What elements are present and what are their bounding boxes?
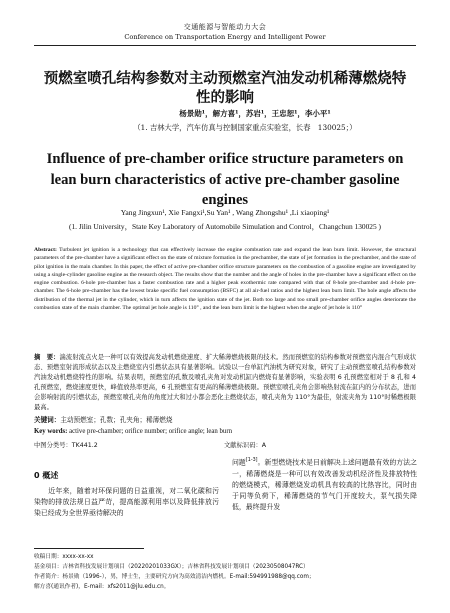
footnote-funding: 基金项目：吉林省科技发展计划项目（20220201033GX）；吉林省科技发展计划项目（20230508047RC） bbox=[34, 564, 309, 570]
keywords-cn-text: 主动预燃室；孔数；孔夹角；稀薄燃烧 bbox=[60, 416, 173, 424]
body-column-right bbox=[232, 455, 417, 513]
body-column-left bbox=[34, 486, 219, 520]
body-left-text: 近年来，随着对环保问题的日益重视，对二氧化碳和污染物的排放法规日益严苛，提高能源利用率以及降低排放污染已经成为全世界亟待解决的 bbox=[34, 487, 219, 518]
body-right-text: 。新型燃烧技术是目前解决上述问题最有效的方法之一，稀薄燃烧是一种可以有效改善发动机经济性及排放特性的燃烧模式，稀薄燃烧发动机具有较高的比热容比，同时由于同等负荷下，稀薄燃烧的节气门开度较大，泵气损失降低，最终提升发 bbox=[232, 458, 418, 512]
citation-ref: [1-3] bbox=[245, 458, 258, 463]
abstract-cn-text: 湍流射流点火是一种可以有效提高发动机燃烧速度、扩大稀薄燃烧极限的技术。然而预燃室的结构参数对预燃室内混合气形成状态、预燃室射流形成状态以及主燃烧室内引燃状态具有显著影响。试验以一台单缸汽油机为研究对象，研究了主动预燃室喷孔结构参数对汽油发动机燃烧特性的影响。结果表明，预燃室的孔数及喷孔夹角对发动机缸内燃烧有显著影响，实验表明 6 孔预燃室相对于 8 孔和 4 孔预燃室，燃烧速度更快，峰值放热率更高，6 孔预燃室有更高的稀薄燃烧极限。预燃室喷孔夹角会影响热射流在缸内的分布状态，进而会影响射流的引燃状态，预燃室喷孔夹角的角度过大和过小都会恶化主燃烧状态，喷孔夹角为 110°为最佳，射流夹角为 110°时稀燃极限最高。 bbox=[34, 354, 417, 411]
section-heading: 0 概述 bbox=[34, 471, 59, 480]
title-en: Influence of pre-chamber orifice structure parameters on lean burn characteristics of active pre-chamber gasoline engines bbox=[46, 151, 404, 208]
keywords-en bbox=[34, 428, 416, 435]
clc-number: 中图分类号：TK441.2 bbox=[34, 442, 98, 449]
footnote-contact: 解方喜(通讯作者)，E-mail：xfs2011@jlu.edu.cn。 bbox=[34, 584, 170, 590]
keywords-en-text: active pre-chamber; orifice number; orifice angle; lean burn bbox=[67, 428, 232, 435]
affiliation-en: (1. Jilin University，State Key Laboratory of Automobile Simulation and Control，Changchun 130025 ) bbox=[68, 222, 381, 231]
document-code: 文献标识码：A bbox=[224, 442, 267, 449]
keywords-en-label: Key words: bbox=[34, 428, 68, 435]
header-divider bbox=[34, 45, 416, 46]
footnote-received: 收稿日期：xxxx-xx-xx bbox=[34, 554, 94, 560]
abstract-en-label: Abstract: bbox=[34, 247, 57, 253]
affiliation-cn: （1. 吉林大学，汽车仿真与控制国家重点实验室，长春 130025；） bbox=[133, 123, 357, 132]
abstract-en-text: Turbulent jet ignition is a technology that can effectively increase the engine combustion rate and expand the lean burn limit. However, the structural parameters of the pre-chamber have a significant effect on the state of mixture formation in the prechamber, the state of jet formation in the prechamber, and the state of pilot ignition in the main chamber. In this paper, the effect of active pre-chamber orifice structure parameters on the combustion of a gasoline engine are investigated by using a single-cylinder gasoline engine as the research object. The results show that the number and the angle of holes in the pre-chamber have a significant effect on the engine combustion. 6-hole pre-chamber has a faster combustion rate and a higher peak exothermic rate compared with that of 8-hole pre-chamber and 4-hole pre-chamber. The 6-hole pre-chamber has the lowest brake specific fuel consumption (BSFC) at all air-fuel ratios and the highest lean burn limit. The hole angle affects the distribution of the thermal jet in the cylinder, which in turn affects the ignition state of the jet. Both too large and too small pre-chamber orifice angles deteriorate the combustion state of the main chamber. The optimal jet hole angle is 110° , and the lean burn limit is the highest when the angle of jet hole is 110° bbox=[34, 247, 416, 312]
conference-name-en: Conference on Transportation Energy and Intelligent Power bbox=[124, 33, 326, 41]
conference-name-cn: 交通能源与智能动力大会 bbox=[183, 23, 267, 31]
keywords-cn bbox=[34, 414, 416, 424]
authors-en: Yang Jingxun¹, Xie Fangxi¹,Su Yan¹ , Wang Zhongshu¹ ,Li xiaoping¹ bbox=[120, 208, 330, 217]
keywords-cn-label: 关键词： bbox=[34, 416, 61, 424]
abstract-cn bbox=[34, 353, 416, 413]
footnote-divider bbox=[34, 548, 144, 549]
footnote-author: 作者简介：杨景勋（1996-），男，博士生，主要研究方向为高效清洁内燃机。E-mail:594991988@qq.com； bbox=[34, 574, 315, 580]
title-cn: 预燃室喷孔结构参数对主动预燃室汽油发动机稀薄燃烧特性的影响 bbox=[43, 70, 407, 106]
classification-line bbox=[34, 440, 416, 449]
body-right-prefix: 问题 bbox=[232, 458, 246, 467]
abstract-cn-label: 摘 要： bbox=[34, 354, 60, 361]
authors-cn: 杨景勋¹，解方喜¹，苏岩¹，王忠恕¹，李小平¹ bbox=[179, 109, 331, 118]
abstract-en bbox=[34, 246, 416, 312]
